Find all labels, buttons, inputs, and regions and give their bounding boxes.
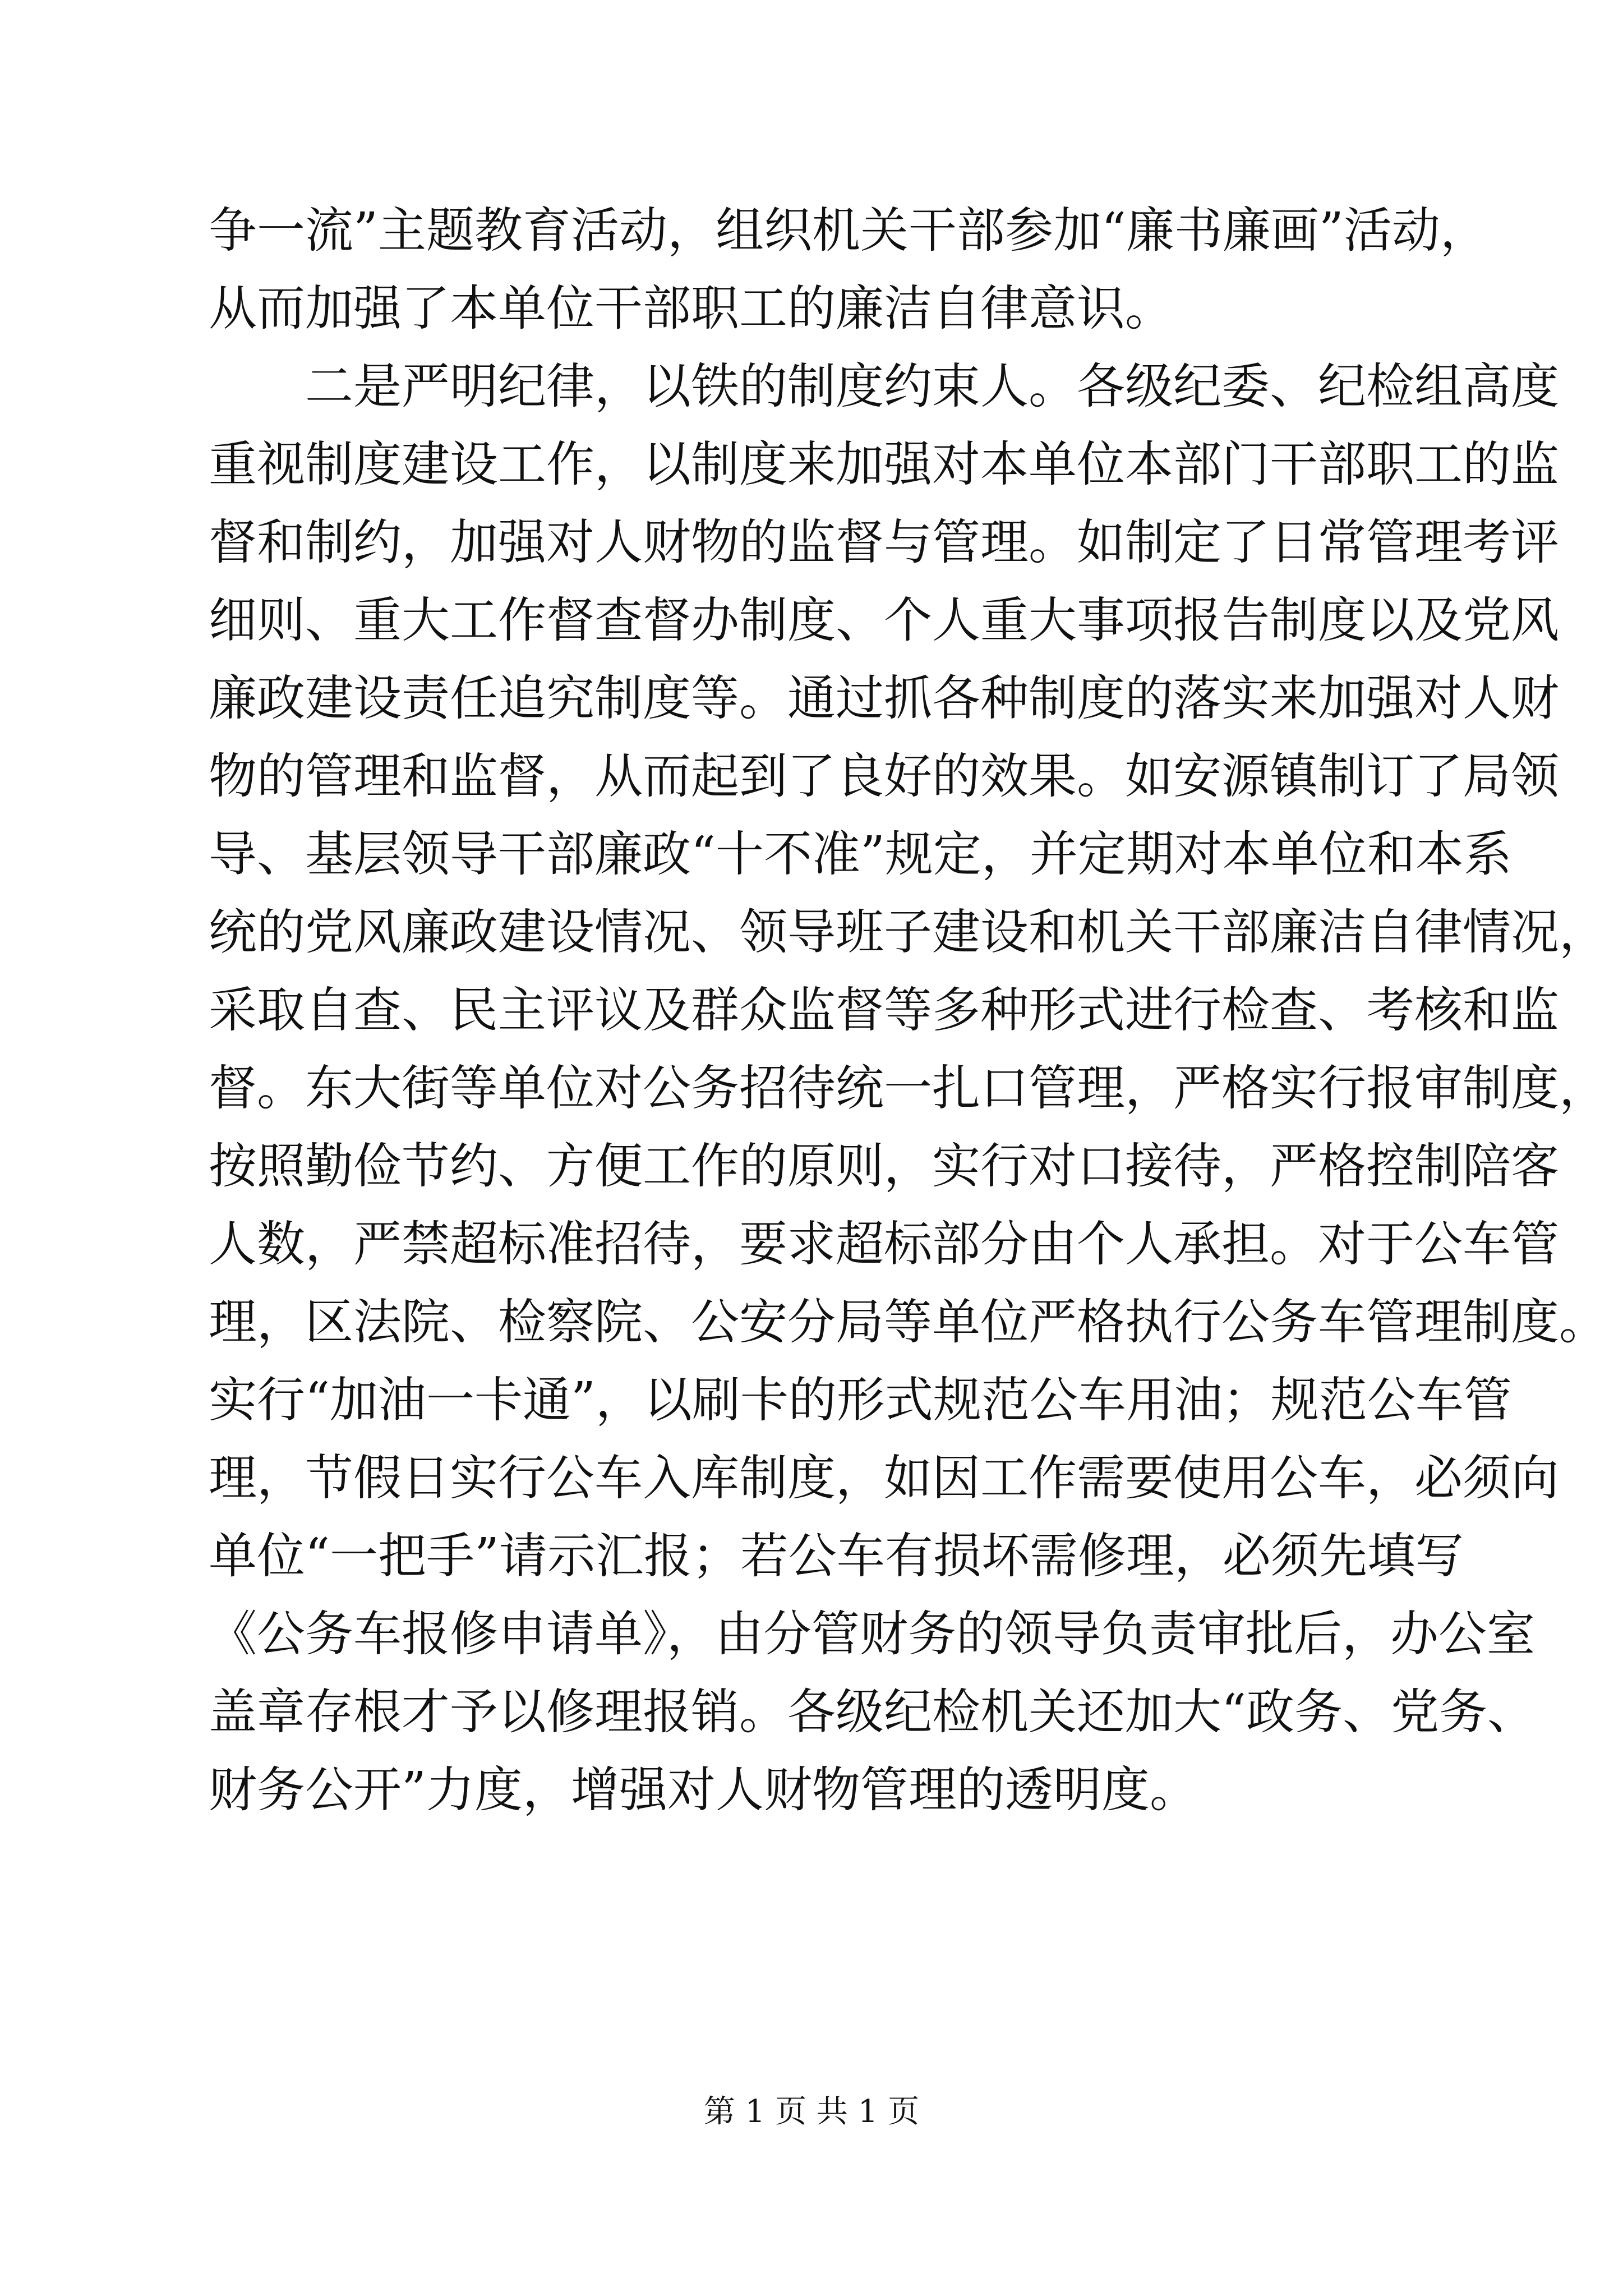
- text-line: 廉政建设责任追究制度等。通过抓各种制度的落实来加强对人财: [209, 670, 1559, 726]
- text-line: 采取自查、民主评议及群众监督等多种形式进行检查、考核和监: [209, 982, 1559, 1038]
- text-line: 单位“一把手”请示汇报；若公车有损坏需修理，必须先填写: [209, 1528, 1464, 1584]
- text-line: 实行“加油一卡通”，以刷卡的形式规范公车用油；规范公车管: [209, 1372, 1512, 1428]
- text-line: 理，区法院、检察院、公安分局等单位严格执行公务车管理制度。: [209, 1294, 1607, 1350]
- page-number: 第 1 页 共 1 页: [703, 2093, 920, 2130]
- body-text: [209, 192, 1607, 1829]
- paragraph-2: [209, 348, 1607, 1829]
- text-line: 理，节假日实行公车入库制度，如因工作需要使用公车，必须向: [209, 1450, 1559, 1506]
- text-line: 二是严明纪律，以铁的制度约束人。各级纪委、纪检组高度: [305, 358, 1559, 415]
- text-line: 《公务车报修申请单》，由分管财务的领导负责审批后，办公室: [209, 1606, 1535, 1662]
- text-line: 按照勤俭节约、方便工作的原则，实行对口接待，严格控制陪客: [209, 1138, 1559, 1194]
- text-line: 争一流”主题教育活动，组织机关干部参加“廉书廉画”活动，: [209, 203, 1488, 259]
- text-line: 人数，严禁超标准招待，要求超标部分由个人承担。对于公车管: [209, 1216, 1559, 1272]
- text-line: 导、基层领导干部廉政“十不准”规定，并定期对本单位和本系: [209, 826, 1512, 882]
- text-line: 督。东大街等单位对公务招待统一扎口管理，严格实行报审制度，: [209, 1060, 1607, 1116]
- paragraph-1: [209, 192, 1488, 348]
- text-line: 细则、重大工作督查督办制度、个人重大事项报告制度以及党风: [209, 592, 1559, 648]
- text-line: 从而加强了本单位干部职工的廉洁自律意识。: [209, 280, 1173, 337]
- text-line: 盖章存根才予以修理报销。各级纪检机关还加大“政务、党务、: [209, 1684, 1536, 1740]
- text-line: 统的党风廉政建设情况、领导班子建设和机关干部廉洁自律情况，: [209, 904, 1607, 960]
- text-line: 重视制度建设工作，以制度来加强对本单位本部门干部职工的监: [209, 436, 1559, 493]
- text-line: 督和制约，加强对人财物的监督与管理。如制定了日常管理考评: [209, 514, 1559, 570]
- text-line: 物的管理和监督，从而起到了良好的效果。如安源镇制订了局领: [209, 748, 1559, 804]
- page-footer: [0, 2092, 1623, 2132]
- text-line: 财务公开”力度，增强对人财物管理的透明度。: [209, 1762, 1198, 1818]
